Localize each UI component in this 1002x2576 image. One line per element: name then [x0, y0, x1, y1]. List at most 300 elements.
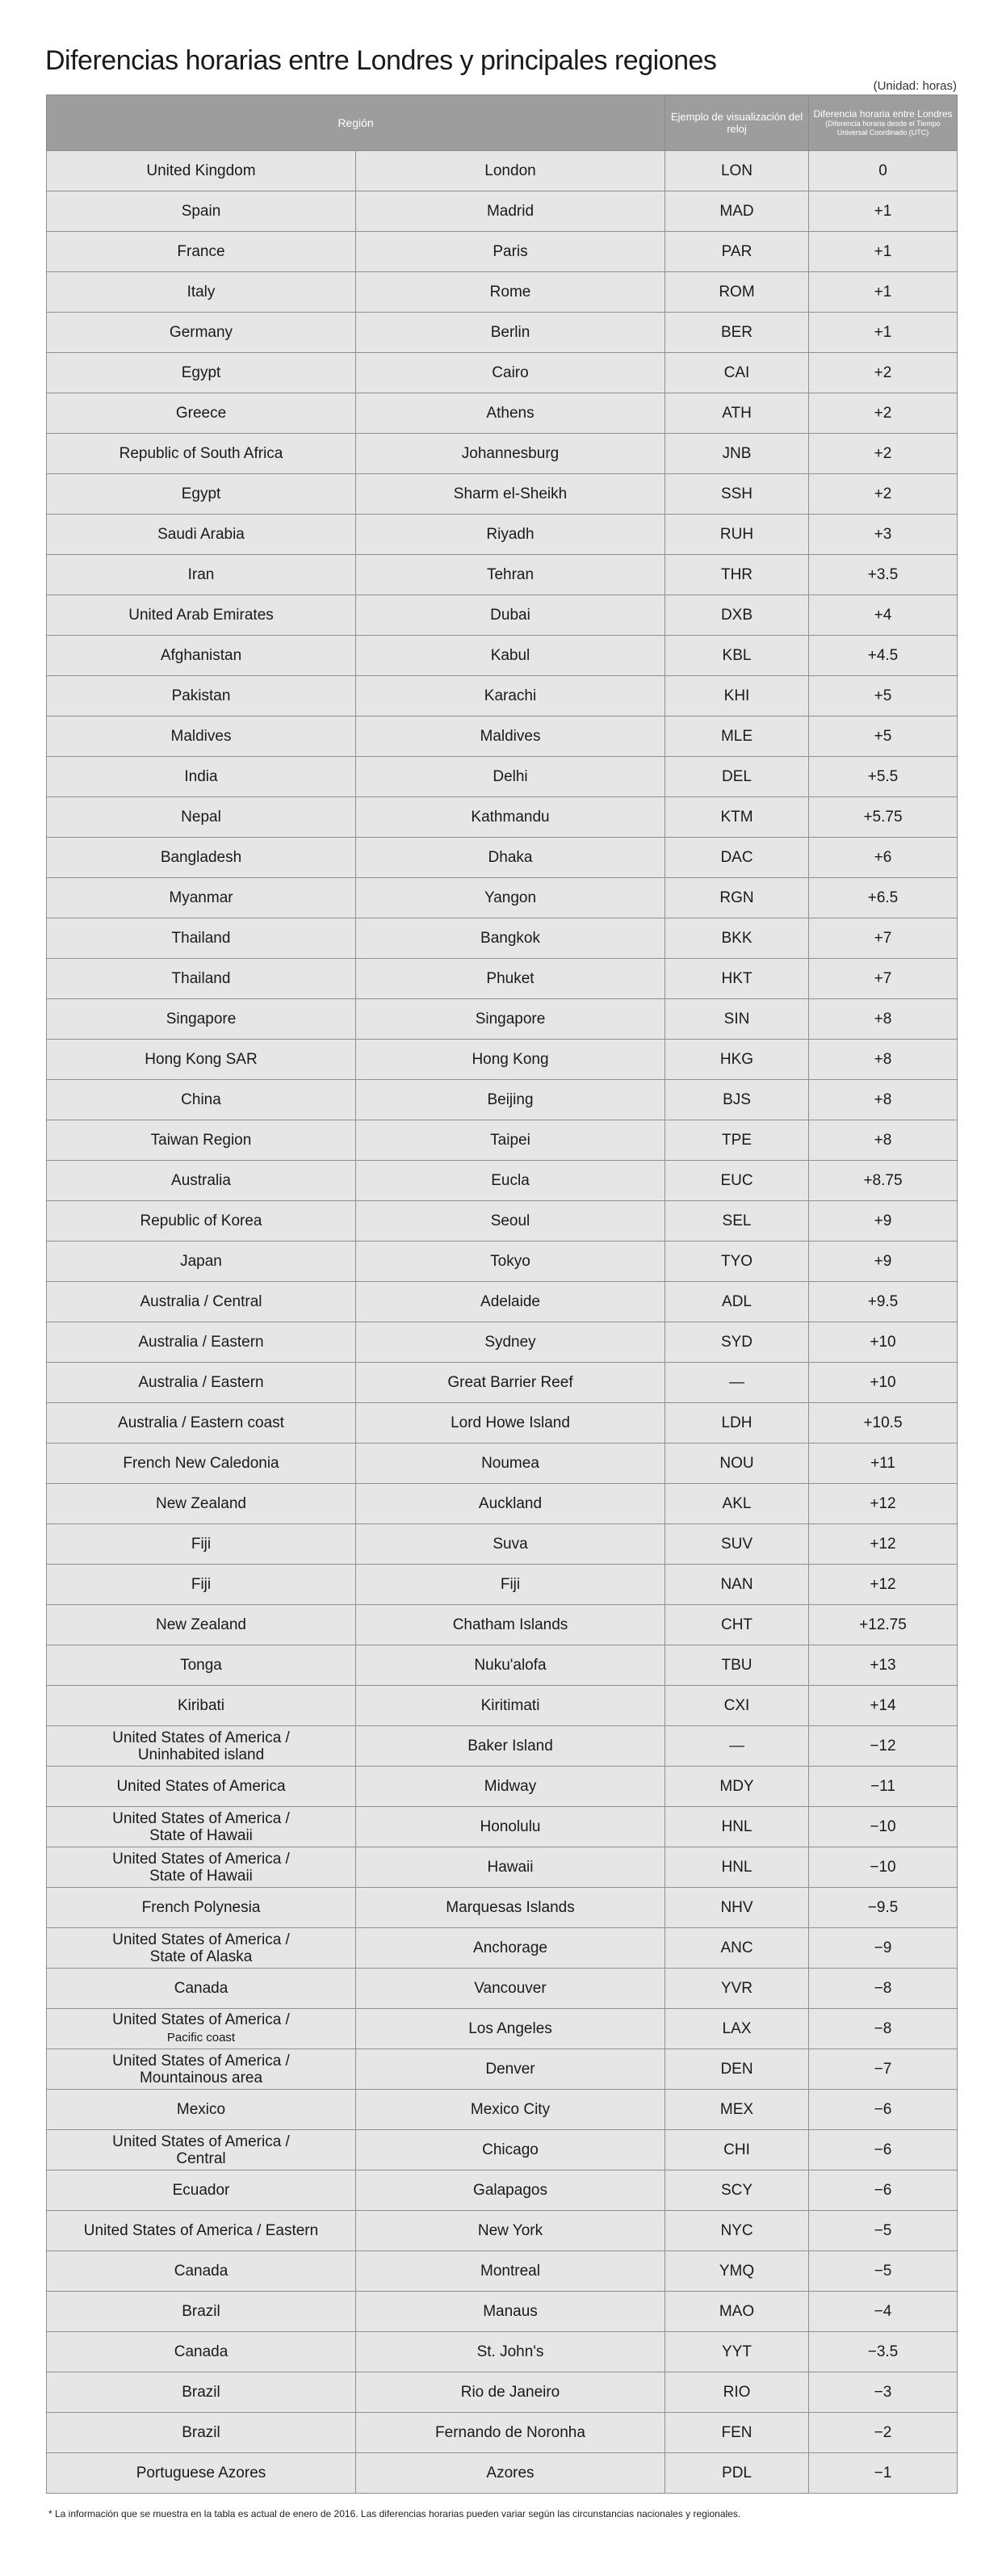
country-name: Fiji [191, 1576, 212, 1593]
country-name: United Kingdom [146, 162, 256, 179]
clock-code-cell: LON [665, 151, 809, 191]
country-cell [47, 232, 356, 272]
country-name: United Arab Emirates [128, 607, 274, 624]
city-cell: Berlin [356, 313, 665, 353]
clock-code-cell: TYO [665, 1242, 809, 1282]
unit-label: (Unidad: horas) [873, 79, 957, 93]
time-difference-cell: +6.5 [809, 878, 958, 918]
time-difference-cell: +14 [809, 1686, 958, 1726]
country-cell [47, 797, 356, 838]
time-difference-cell: −6 [809, 2130, 958, 2170]
country-name: Egypt [181, 485, 221, 502]
table-row [47, 878, 958, 918]
time-difference-cell: −8 [809, 2009, 958, 2049]
table-row [47, 2130, 958, 2170]
table-row [47, 1686, 958, 1726]
country-cell [47, 636, 356, 676]
country-name: Germany [169, 324, 233, 341]
table-row [47, 676, 958, 716]
city-cell: Sharm el-Sheikh [356, 474, 665, 515]
country-cell [47, 313, 356, 353]
time-difference-cell: +9 [809, 1242, 958, 1282]
country-name: Bangladesh [160, 849, 242, 866]
time-difference-cell: −4 [809, 2292, 958, 2332]
clock-code-cell: DEN [665, 2049, 809, 2090]
country-subregion: Mountainous area [139, 2069, 263, 2086]
clock-code-cell: LDH [665, 1403, 809, 1443]
table-row [47, 1565, 958, 1605]
country-name: Singapore [166, 1011, 237, 1027]
clock-code-cell: MAO [665, 2292, 809, 2332]
country-name: Tonga [180, 1657, 222, 1674]
table-header [47, 95, 958, 151]
clock-code-cell: NOU [665, 1443, 809, 1484]
table-row [47, 1242, 958, 1282]
clock-code-cell: CAI [665, 353, 809, 393]
clock-code-cell: YVR [665, 1969, 809, 2009]
city-cell: Yangon [356, 878, 665, 918]
time-difference-cell: +8 [809, 999, 958, 1040]
city-cell: St. John's [356, 2332, 665, 2372]
clock-code-cell: CHT [665, 1605, 809, 1645]
clock-code-cell: RGN [665, 878, 809, 918]
clock-code-cell: HNL [665, 1847, 809, 1888]
table-row [47, 151, 958, 191]
city-cell: Vancouver [356, 1969, 665, 2009]
table-row [47, 191, 958, 232]
country-cell [47, 959, 356, 999]
header-clock-display: Ejemplo de visualización del reloj [665, 95, 809, 151]
city-cell: Hawaii [356, 1847, 665, 1888]
country-name: United States of America / [112, 1729, 290, 1746]
country-name: Myanmar [169, 889, 233, 906]
time-difference-cell: +1 [809, 313, 958, 353]
country-cell [47, 151, 356, 191]
time-difference-cell: −6 [809, 2170, 958, 2211]
city-cell: Suva [356, 1524, 665, 1565]
country-name: United States of America [116, 1778, 286, 1795]
country-cell [47, 676, 356, 716]
country-cell [47, 1847, 356, 1888]
country-cell [47, 1767, 356, 1807]
clock-code-cell: BKK [665, 918, 809, 959]
city-cell: Singapore [356, 999, 665, 1040]
country-name: Republic of Korea [140, 1212, 262, 1229]
clock-code-cell: SCY [665, 2170, 809, 2211]
country-cell [47, 1645, 356, 1686]
country-cell [47, 2130, 356, 2170]
time-difference-cell: −12 [809, 1726, 958, 1767]
country-cell [47, 2009, 356, 2049]
clock-code-cell: CHI [665, 2130, 809, 2170]
clock-code-cell: RIO [665, 2372, 809, 2413]
country-name: Ecuador [172, 2182, 230, 2199]
country-subregion: Uninhabited island [137, 1746, 265, 1763]
city-cell: Noumea [356, 1443, 665, 1484]
country-name: New Zealand [156, 1495, 246, 1512]
table-row [47, 313, 958, 353]
city-cell: Maldives [356, 716, 665, 757]
country-cell [47, 918, 356, 959]
table-row [47, 2251, 958, 2292]
table-row [47, 1726, 958, 1767]
clock-code-cell: MLE [665, 716, 809, 757]
clock-code-cell: NHV [665, 1888, 809, 1928]
country-name: Australia / Central [140, 1293, 262, 1310]
clock-code-cell: NYC [665, 2211, 809, 2251]
clock-code-cell: DEL [665, 757, 809, 797]
country-cell [47, 1484, 356, 1524]
country-name: Canada [174, 2343, 228, 2360]
time-difference-cell: +1 [809, 232, 958, 272]
country-name: Greece [175, 405, 227, 422]
time-difference-cell: +2 [809, 474, 958, 515]
city-cell: Athens [356, 393, 665, 434]
country-name: Australia / Eastern coast [118, 1414, 284, 1431]
country-name: Australia / Eastern [138, 1334, 264, 1351]
time-difference-cell: +13 [809, 1645, 958, 1686]
table-row [47, 1201, 958, 1242]
country-name: Mexico [176, 2101, 226, 2118]
clock-code-cell: MDY [665, 1767, 809, 1807]
country-name: Japan [180, 1253, 222, 1270]
table-row [47, 999, 958, 1040]
country-name: Maldives [170, 728, 232, 745]
country-cell [47, 1565, 356, 1605]
city-cell: Kabul [356, 636, 665, 676]
time-difference-cell: −3 [809, 2372, 958, 2413]
country-cell [47, 1443, 356, 1484]
table-row [47, 1928, 958, 1969]
clock-code-cell: TBU [665, 1645, 809, 1686]
table-row [47, 757, 958, 797]
country-cell [47, 878, 356, 918]
clock-code-cell: EUC [665, 1161, 809, 1201]
country-cell [47, 595, 356, 636]
country-cell [47, 1242, 356, 1282]
clock-code-cell: SUV [665, 1524, 809, 1565]
clock-code-cell: SYD [665, 1322, 809, 1363]
clock-code-cell: LAX [665, 2009, 809, 2049]
city-cell: Denver [356, 2049, 665, 2090]
time-difference-cell: +12 [809, 1484, 958, 1524]
city-cell: Nuku'alofa [356, 1645, 665, 1686]
time-difference-cell: +10 [809, 1363, 958, 1403]
country-cell [47, 1040, 356, 1080]
country-cell [47, 555, 356, 595]
country-name: Thailand [171, 930, 231, 947]
time-difference-cell: −9 [809, 1928, 958, 1969]
clock-code-cell: YYT [665, 2332, 809, 2372]
city-cell: Fiji [356, 1565, 665, 1605]
city-cell: Chatham Islands [356, 1605, 665, 1645]
time-difference-cell: +12.75 [809, 1605, 958, 1645]
table-row [47, 595, 958, 636]
table-row [47, 1161, 958, 1201]
city-cell: Chicago [356, 2130, 665, 2170]
table-row [47, 716, 958, 757]
table-row [47, 1645, 958, 1686]
table-row [47, 838, 958, 878]
time-difference-cell: +2 [809, 434, 958, 474]
time-difference-cell: +3 [809, 515, 958, 555]
table-row [47, 1403, 958, 1443]
city-cell: Beijing [356, 1080, 665, 1120]
city-cell: Madrid [356, 191, 665, 232]
country-cell [47, 1888, 356, 1928]
time-difference-cell: 0 [809, 151, 958, 191]
clock-code-cell: BJS [665, 1080, 809, 1120]
city-cell: Delhi [356, 757, 665, 797]
table-row [47, 1847, 958, 1888]
table-row [47, 1443, 958, 1484]
table-row [47, 636, 958, 676]
country-cell [47, 1282, 356, 1322]
time-difference-cell: +12 [809, 1565, 958, 1605]
country-subregion: Pacific coast [166, 2031, 236, 2044]
country-name: New Zealand [156, 1616, 246, 1633]
country-subregion: Central [176, 2149, 226, 2167]
time-difference-cell: +10 [809, 1322, 958, 1363]
country-cell [47, 2170, 356, 2211]
clock-code-cell: SSH [665, 474, 809, 515]
table-row [47, 272, 958, 313]
city-cell: Kiritimati [356, 1686, 665, 1726]
table-row [47, 1484, 958, 1524]
time-difference-cell: +8.75 [809, 1161, 958, 1201]
time-difference-cell: +8 [809, 1040, 958, 1080]
city-cell: Bangkok [356, 918, 665, 959]
header-row [47, 95, 958, 151]
table-row [47, 1605, 958, 1645]
time-difference-cell: +5.5 [809, 757, 958, 797]
time-difference-cell: −11 [809, 1767, 958, 1807]
clock-code-cell: RUH [665, 515, 809, 555]
table-row [47, 2170, 958, 2211]
time-difference-cell: −7 [809, 2049, 958, 2090]
country-name: Fiji [191, 1536, 212, 1553]
country-name: Australia / Eastern [138, 1374, 264, 1391]
clock-code-cell: KTM [665, 797, 809, 838]
city-cell: Phuket [356, 959, 665, 999]
country-cell [47, 515, 356, 555]
country-subregion: State of Alaska [149, 1948, 253, 1965]
city-cell: Los Angeles [356, 2009, 665, 2049]
country-cell [47, 1524, 356, 1565]
time-difference-cell: +12 [809, 1524, 958, 1565]
clock-code-cell: YMQ [665, 2251, 809, 2292]
clock-code-cell: HKG [665, 1040, 809, 1080]
city-cell: Seoul [356, 1201, 665, 1242]
city-cell: Great Barrier Reef [356, 1363, 665, 1403]
time-difference-cell: +6 [809, 838, 958, 878]
time-difference-cell: +5 [809, 716, 958, 757]
time-difference-cell: +5 [809, 676, 958, 716]
country-name: French Polynesia [141, 1899, 261, 1916]
time-difference-cell: −5 [809, 2251, 958, 2292]
city-cell: Azores [356, 2453, 665, 2494]
city-cell: Cairo [356, 353, 665, 393]
city-cell: Manaus [356, 2292, 665, 2332]
country-name: Saudi Arabia [157, 526, 245, 543]
clock-code-cell: HKT [665, 959, 809, 999]
table-row [47, 959, 958, 999]
header-region: Región [47, 95, 665, 151]
country-cell [47, 1807, 356, 1847]
country-cell [47, 2453, 356, 2494]
time-difference-cell: +1 [809, 191, 958, 232]
clock-code-cell: DAC [665, 838, 809, 878]
country-cell [47, 2090, 356, 2130]
table-row [47, 1363, 958, 1403]
clock-code-cell: PAR [665, 232, 809, 272]
country-cell [47, 272, 356, 313]
country-name: United States of America / [112, 2011, 290, 2028]
table-row [47, 1040, 958, 1080]
city-cell: Lord Howe Island [356, 1403, 665, 1443]
country-cell [47, 1120, 356, 1161]
clock-code-cell: ROM [665, 272, 809, 313]
country-cell [47, 1605, 356, 1645]
clock-code-cell: MEX [665, 2090, 809, 2130]
country-name: Brazil [182, 2424, 220, 2441]
country-cell [47, 353, 356, 393]
table-row [47, 232, 958, 272]
country-name: United States of America / Eastern [83, 2222, 319, 2239]
table-row [47, 1969, 958, 2009]
time-difference-cell: −6 [809, 2090, 958, 2130]
country-name: Brazil [182, 2384, 220, 2401]
clock-code-cell: ANC [665, 1928, 809, 1969]
table-row [47, 1888, 958, 1928]
table-row [47, 434, 958, 474]
country-subregion: State of Hawaii [149, 1867, 253, 1885]
clock-code-cell: KBL [665, 636, 809, 676]
city-cell: Dubai [356, 595, 665, 636]
city-cell: Riyadh [356, 515, 665, 555]
city-cell: London [356, 151, 665, 191]
table-row [47, 1282, 958, 1322]
country-name: Spain [181, 203, 221, 220]
country-cell [47, 838, 356, 878]
time-difference-cell: +8 [809, 1080, 958, 1120]
country-name: Nepal [181, 809, 221, 826]
country-cell [47, 1686, 356, 1726]
header-time-difference [809, 95, 958, 151]
city-cell: Anchorage [356, 1928, 665, 1969]
header-time-difference-label: Diferencia horaria entre Londres [813, 108, 953, 120]
country-cell [47, 191, 356, 232]
table-row [47, 353, 958, 393]
country-name: Italy [187, 284, 216, 300]
clock-code-cell: JNB [665, 434, 809, 474]
city-cell: Tehran [356, 555, 665, 595]
time-difference-cell: +2 [809, 393, 958, 434]
table-row [47, 918, 958, 959]
city-cell: Mexico City [356, 2090, 665, 2130]
table-row [47, 2049, 958, 2090]
city-cell: Taipei [356, 1120, 665, 1161]
clock-code-cell: ADL [665, 1282, 809, 1322]
city-cell: Auckland [356, 1484, 665, 1524]
clock-code-cell: HNL [665, 1807, 809, 1847]
clock-code-cell: PDL [665, 2453, 809, 2494]
city-cell: Baker Island [356, 1726, 665, 1767]
country-name: United States of America / [112, 1809, 290, 1827]
country-name: Canada [174, 2263, 228, 2280]
country-cell [47, 1928, 356, 1969]
table-row [47, 2090, 958, 2130]
clock-code-cell: SEL [665, 1201, 809, 1242]
time-difference-cell: +7 [809, 959, 958, 999]
table-row [47, 1120, 958, 1161]
footnote: * La información que se muestra en la tabla es actual de enero de 2016. Las diferencias horarias pueden variar según las circunstancias nacionales y regionales. [48, 2508, 741, 2519]
city-cell: Fernando de Noronha [356, 2413, 665, 2453]
country-name: Hong Kong SAR [145, 1051, 258, 1068]
city-cell: Kathmandu [356, 797, 665, 838]
time-difference-cell: +9 [809, 1201, 958, 1242]
country-name: Australia [171, 1172, 231, 1189]
table-row [47, 797, 958, 838]
clock-code-cell: NAN [665, 1565, 809, 1605]
time-difference-cell: −2 [809, 2413, 958, 2453]
time-difference-cell: +7 [809, 918, 958, 959]
table-row [47, 1322, 958, 1363]
country-cell [47, 474, 356, 515]
city-cell: Marquesas Islands [356, 1888, 665, 1928]
country-cell [47, 1403, 356, 1443]
clock-code-cell: KHI [665, 676, 809, 716]
city-cell: Eucla [356, 1161, 665, 1201]
clock-code-cell: THR [665, 555, 809, 595]
time-difference-cell: +8 [809, 1120, 958, 1161]
country-name: United States of America / [112, 2133, 290, 2150]
country-cell [47, 1969, 356, 2009]
country-cell [47, 2292, 356, 2332]
clock-code-cell: CXI [665, 1686, 809, 1726]
city-cell: Honolulu [356, 1807, 665, 1847]
country-subregion: State of Hawaii [149, 1826, 253, 1844]
table-row [47, 2413, 958, 2453]
city-cell: Montreal [356, 2251, 665, 2292]
country-cell [47, 1080, 356, 1120]
country-cell [47, 2049, 356, 2090]
table-row [47, 2292, 958, 2332]
table-body [47, 151, 958, 2494]
table-row [47, 1807, 958, 1847]
country-cell [47, 2332, 356, 2372]
clock-code-cell: MAD [665, 191, 809, 232]
city-cell: Midway [356, 1767, 665, 1807]
table-row [47, 2211, 958, 2251]
table-row [47, 2372, 958, 2413]
country-name: India [184, 768, 218, 785]
city-cell: Dhaka [356, 838, 665, 878]
country-cell [47, 1322, 356, 1363]
country-cell [47, 2372, 356, 2413]
time-difference-cell: −1 [809, 2453, 958, 2494]
country-cell [47, 434, 356, 474]
country-name: Canada [174, 1980, 228, 1997]
country-name: United States of America / [112, 1931, 290, 1948]
time-difference-cell: −9.5 [809, 1888, 958, 1928]
country-cell [47, 757, 356, 797]
time-difference-table [46, 95, 958, 2494]
table-row [47, 515, 958, 555]
table-row [47, 1524, 958, 1565]
clock-code-cell: TPE [665, 1120, 809, 1161]
city-cell: New York [356, 2211, 665, 2251]
